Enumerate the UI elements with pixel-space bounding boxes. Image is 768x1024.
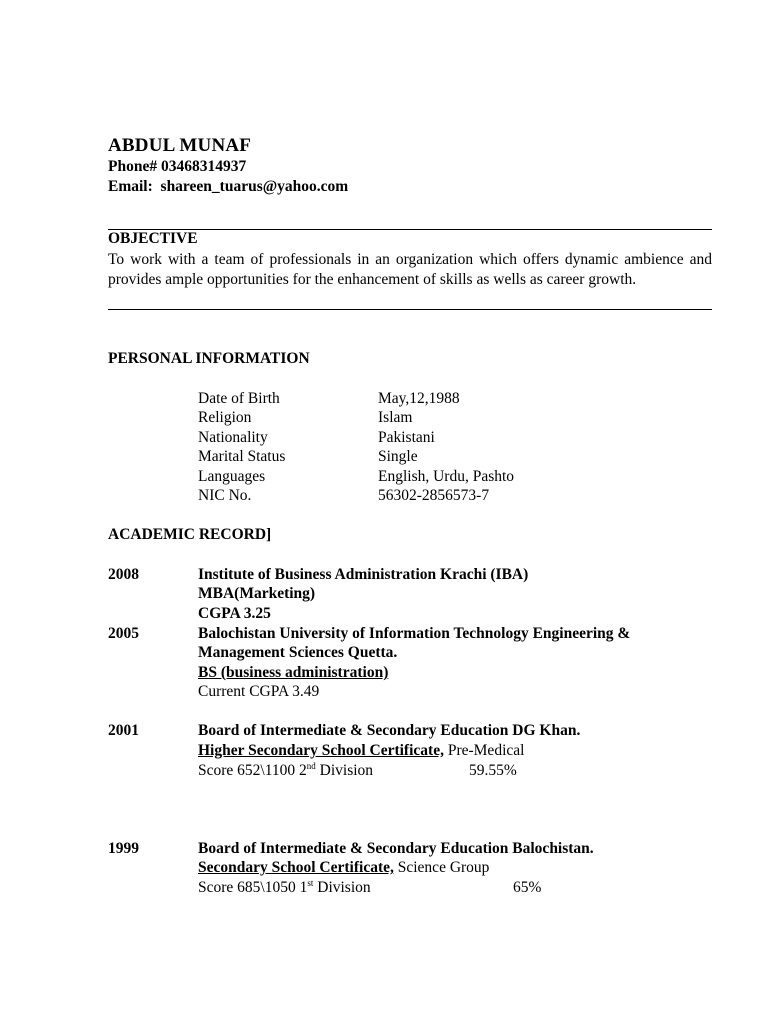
email-address: shareen_tuarus@yahoo.com	[160, 178, 349, 195]
academic-institute-1999: Board of Intermediate & Secondary Education Balochistan.	[198, 840, 594, 857]
divider-top	[108, 229, 712, 230]
languages-value: English, Urdu, Pashto	[378, 468, 515, 485]
score-prefix: Score 685\1050 1	[198, 879, 308, 896]
score-prefix: Score 652\1100 2	[198, 762, 307, 779]
nationality-label: Nationality	[198, 429, 268, 446]
academic-result-2008: CGPA 3.25	[198, 605, 271, 622]
candidate-name: ABDUL MUNAF	[108, 135, 252, 156]
academic-year-2008: 2008	[108, 566, 139, 583]
academic-year-2005: 2005	[108, 625, 139, 642]
score-suffix: Division	[313, 879, 371, 896]
dob-value: May,12,1988	[378, 390, 460, 407]
score-ordinal: nd	[306, 761, 316, 771]
academic-degree-line-1999	[198, 859, 489, 877]
nic-label: NIC No.	[198, 487, 252, 504]
academic-institute-2005-line2: Management Sciences Quetta.	[198, 644, 398, 661]
marital-status-label: Marital Status	[198, 448, 286, 465]
marital-status-value: Single	[378, 448, 418, 465]
objective-text: To work with a team of professionals in an organization which offers dynamic ambience and provides ample opportunities for the enhancement of skills as wells as career growth.	[108, 251, 712, 288]
academic-group-1999: Science Group	[393, 859, 490, 876]
academic-year-1999: 1999	[108, 840, 139, 857]
phone-number: 03468314937	[160, 158, 247, 175]
academic-degree-2005: BS (business administration)	[198, 664, 389, 681]
academic-degree-2001: Higher Secondary School Certificate,	[198, 742, 444, 759]
academic-institute-2005-line1: Balochistan University of Information Technology Engineering &	[198, 625, 631, 642]
phone-label: Phone#	[108, 158, 158, 175]
email-label: Email:	[108, 178, 153, 195]
academic-year-2001: 2001	[108, 722, 139, 739]
academic-percent-2001: 59.55%	[469, 762, 517, 779]
phone-line	[108, 158, 246, 176]
academic-title: ACADEMIC RECORD]	[108, 526, 272, 543]
dob-label: Date of Birth	[198, 390, 280, 407]
email-line	[108, 178, 348, 196]
objective-title: OBJECTIVE	[108, 230, 198, 247]
score-suffix: Division	[315, 762, 374, 779]
academic-score-2001	[198, 762, 373, 780]
divider-objective	[108, 309, 712, 310]
academic-degree-2008: MBA(Marketing)	[198, 585, 316, 602]
academic-institute-2008: Institute of Business Administration Krachi (IBA)	[198, 566, 529, 583]
score-ordinal: st	[307, 878, 314, 888]
academic-percent-1999: 65%	[513, 879, 542, 896]
academic-degree-line-2001	[198, 742, 524, 760]
academic-degree-1999: Secondary School Certificate,	[198, 859, 394, 876]
religion-label: Religion	[198, 409, 252, 426]
academic-score-1999	[198, 879, 371, 897]
academic-result-2005: Current CGPA 3.49	[198, 683, 320, 700]
academic-institute-2001: Board of Intermediate & Secondary Education DG Khan.	[198, 722, 581, 739]
academic-group-2001: Pre-Medical	[443, 742, 525, 759]
religion-value: Islam	[378, 409, 413, 426]
personal-info-title: PERSONAL INFORMATION	[108, 350, 310, 367]
languages-label: Languages	[198, 468, 266, 485]
nationality-value: Pakistani	[378, 429, 435, 446]
nic-value: 56302-2856573-7	[378, 487, 490, 504]
